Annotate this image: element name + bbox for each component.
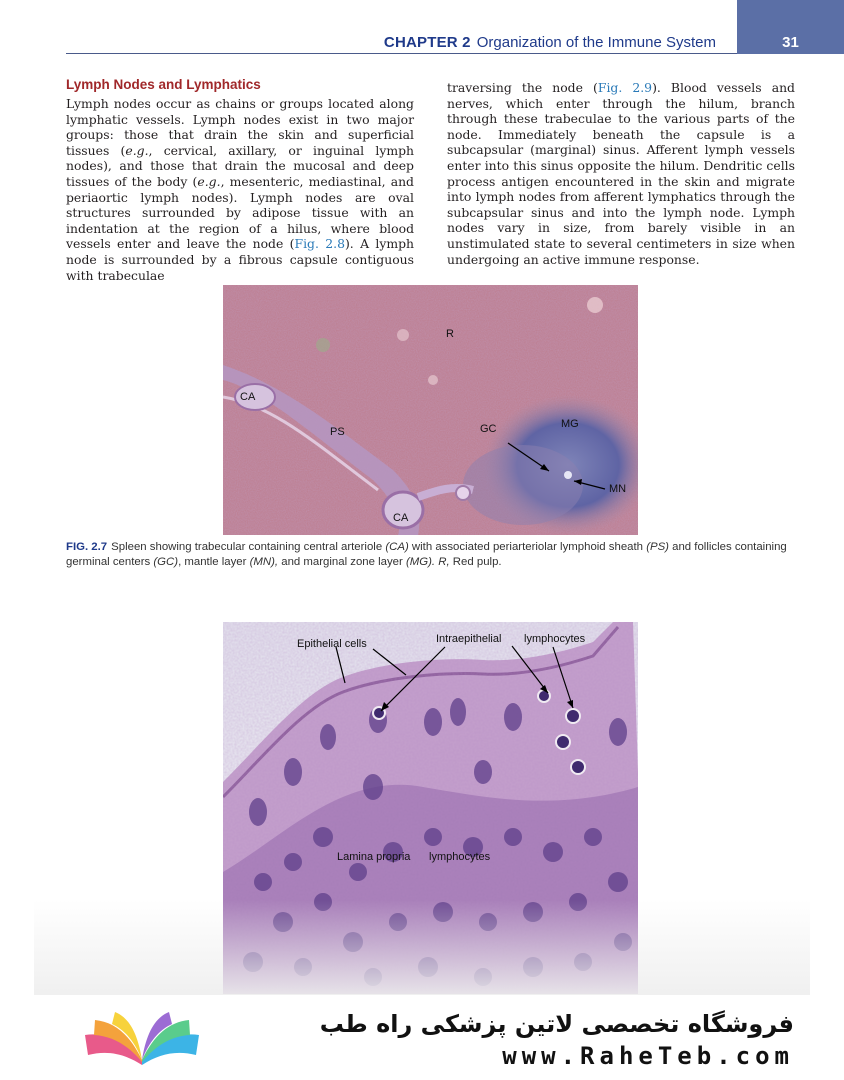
- text-run: , cervical, axillary, or inguinal lymph nodes), and those that drain the mucosal and deep tissues of the body (: [66, 142, 414, 189]
- caption-run: Red pulp.: [449, 555, 502, 568]
- book-logo-icon: [80, 1010, 205, 1068]
- body-column-right: [447, 80, 795, 267]
- label-lymphocytes-top: lymphocytes: [524, 633, 586, 645]
- label-germinal-center: GC: [480, 423, 497, 435]
- running-header: [384, 34, 716, 51]
- text-run: traversing the node (: [447, 80, 598, 95]
- scan-fade: [34, 900, 810, 995]
- label-central-arteriole-2: CA: [393, 512, 409, 524]
- chapter-label: CHAPTER 2: [383, 34, 471, 51]
- label-central-arteriole: CA: [240, 391, 256, 403]
- text-run: , mesenteric, mediastinal, and periaortic lymph nodes). Lymph nodes are oval structures surrounded by adipose tissue with an indentation at the region of a hilus, where blood vessels enter and leave the node (: [66, 173, 414, 252]
- caption-run-italic: (MN),: [249, 555, 279, 568]
- chapter-title: Organization of the Immune System: [476, 34, 716, 51]
- caption-run-italic: (CA): [385, 541, 409, 553]
- label-pals: PS: [330, 426, 345, 438]
- page-number: 31: [782, 34, 799, 51]
- text-run-italic: e.g.: [125, 142, 149, 158]
- text-run: Lymph nodes occur as chains or groups located along lymphatic vessels. Lymph nodes exist in two major groups: those that drain the skin and superficial tissues (: [66, 96, 414, 158]
- figure-link[interactable]: Fig. 2.9: [597, 80, 653, 95]
- body-column-left: [66, 96, 414, 283]
- label-red-pulp: R: [446, 328, 454, 340]
- label-mantle-layer: MN: [609, 483, 627, 495]
- label-lamina-propria: Lamina propria: [337, 851, 411, 863]
- caption-run: , mantle layer: [178, 555, 250, 568]
- figure-link[interactable]: Fig. 2.8: [294, 236, 345, 252]
- caption-run-italic: (GC): [153, 555, 179, 568]
- label-lymphocytes-bottom: lymphocytes: [429, 851, 491, 863]
- caption-run-italic: (PS): [646, 541, 669, 553]
- text-run-italic: e.g.: [197, 173, 221, 189]
- caption-run: Spleen showing trabecular containing central arteriole: [111, 541, 386, 553]
- caption-run: and follicles containing germinal centers: [66, 541, 787, 568]
- page-number-box: [737, 0, 844, 54]
- figure-number: FIG. 2.7: [66, 541, 108, 553]
- caption-run-italic: (MG). R,: [405, 555, 450, 568]
- caption-run: and marginal zone layer: [278, 555, 406, 568]
- shop-url[interactable]: www.RaheTeb.com: [502, 1042, 794, 1070]
- spleen-micrograph-image: [223, 285, 638, 535]
- label-epithelial-cells: Epithelial cells: [297, 638, 367, 650]
- text-run: ). A lymph node is surrounded by a fibrous capsule contiguous with trabeculae: [66, 236, 414, 283]
- label-marginal-zone: MG: [561, 418, 579, 430]
- caption-run: with associated periarteriolar lymphoid sheath: [408, 541, 647, 553]
- section-heading: Lymph Nodes and Lymphatics: [66, 77, 261, 92]
- header-rule: [66, 53, 737, 54]
- text-run: ). Blood vessels and nerves, which enter through the hilum, branch through these trabeculae to the various parts of the node. Immediately beneath the capsule is a subcapsular (marginal) sinus. Afferent lymph vessels enter into this sinus opposite the hilum. Dendritic cells process antigen encountered in the skin and migrate into lymph nodes from afferent lymphatics through the subcapsular sinus and into the lymph node. Lymph nodes vary in size, from barely visible in an unstimulated state to several centimeters in size when undergoing an active immune response.: [447, 80, 795, 267]
- spleen-micrograph: [223, 285, 638, 535]
- figure-caption: [66, 540, 796, 569]
- shop-name: فروشگاه تخصصی لاتین پزشکی راه طب: [319, 1010, 794, 1038]
- label-intraepithelial: Intraepithelial: [436, 633, 502, 645]
